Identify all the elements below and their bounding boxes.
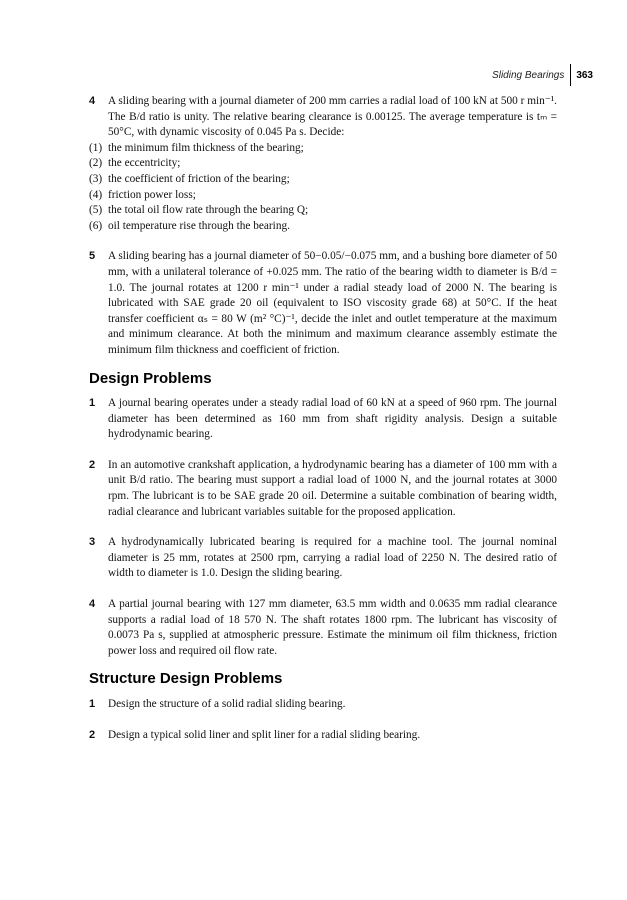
design-problem-4 (89, 597, 557, 659)
exercise-text: A sliding bearing with a journal diameter of 200 mm carries a radial load of 100 kN at 500 r min⁻¹. The B/d ratio is unity. The relative bearing clearance is 0.00125. The average temperature is tₘ = 50°C, with dynamic viscosity of 0.045 Pa s. Decide: (108, 95, 557, 139)
subitem: (1) the minimum film thickness of the bearing; (89, 141, 304, 154)
problem-number: 1 (89, 397, 96, 410)
problem-number: 2 (89, 728, 96, 741)
design-problem-1 (89, 396, 557, 443)
header-divider (570, 64, 571, 86)
problem-text: Design the structure of a solid radial sliding bearing. (108, 698, 346, 710)
page-number: 363 (576, 69, 593, 81)
subitem: (3) the coefficient of friction of the bearing; (89, 172, 290, 185)
structure-problem-1 (89, 697, 557, 713)
subitem: (5) the total oil flow rate through the bearing Q; (89, 204, 309, 217)
exercise-text: A sliding bearing has a journal diameter of 50−0.05/−0.075 mm, and a bushing bore diameter of 50 mm, with a unilateral tolerance of +0.025 mm. The ratio of the bearing width to diameter is B/d = 1.0. The journal rotates at 1200 r min⁻¹ under a radial steady load of 2000 N. The bearing is lubricated with SAE grade 20 oil (equivalent to ISO viscosity grade 68) at 50°C. If the heat transfer coefficient αₛ = 80 W (m² °C)⁻¹, decide the inlet and outlet temperature at the maximum and minimum clearance. At both the minimum and maximum clearance assembly estimate the minimum film thickness and coefficient of friction. (108, 250, 557, 356)
exercise-5 (89, 249, 557, 358)
problem-number: 4 (89, 598, 96, 611)
problem-text: A hydrodynamically lubricated bearing is required for a machine tool. The journal nominal diameter is 25 mm, rotates at 2500 rpm, carrying a radial load of 2250 N. The desired ratio of width to diameter is 1.0. Design the sliding bearing. (108, 536, 557, 580)
exercise-4 (89, 94, 557, 234)
design-problem-3 (89, 535, 557, 582)
problem-text: In an automotive crankshaft application, a hydrodynamic bearing has a diameter of 100 mm with a unit B/d ratio. The bearing must support a radial load of 1000 N, and the journal rotates at 3000 rpm. The lubricant is to be SAE grade 20 oil. Determine a suitable combination of bearing width, radial clearance and lubricant variables suitable for the proposed application. (108, 458, 557, 518)
section-heading-design-problems: Design Problems (89, 369, 212, 387)
problem-text: A partial journal bearing with 127 mm diameter, 63.5 mm width and 0.0635 mm radial clearance supports a radial load of 18 570 N. The shaft rotates 1800 rpm. The lubricant has viscosity of 0.0073 Pa s, supplied at atmospheric pressure. Estimate the minimum oil film thickness, friction power loss and required oil flow rate. (108, 598, 557, 657)
design-problem-2 (89, 458, 557, 520)
page-content (89, 94, 557, 743)
problem-number: 1 (89, 698, 96, 710)
problem-text: A journal bearing operates under a steady radial load of 60 kN at a speed of 960 rpm. The journal diameter has been determined as 160 mm from shaft rigidity analysis. Design a suitable hydrodynamic bearing. (108, 397, 557, 441)
problem-number: 3 (89, 536, 96, 549)
subitem: (4) friction power loss; (89, 188, 196, 201)
problem-number: 2 (89, 458, 96, 471)
exercise-subitems (89, 141, 557, 235)
structure-problem-2 (89, 728, 557, 744)
exercise-number: 4 (89, 95, 96, 107)
running-title: Sliding Bearings (492, 69, 565, 81)
section-heading-structure-design-problems: Structure Design Problems (89, 670, 283, 688)
running-header (492, 64, 593, 86)
subitem: (6) oil temperature rise through the bearing. (89, 219, 290, 232)
subitem: (2) the eccentricity; (89, 157, 181, 170)
exercise-number: 5 (89, 250, 96, 263)
problem-text: Design a typical solid liner and split liner for a radial sliding bearing. (108, 728, 421, 741)
